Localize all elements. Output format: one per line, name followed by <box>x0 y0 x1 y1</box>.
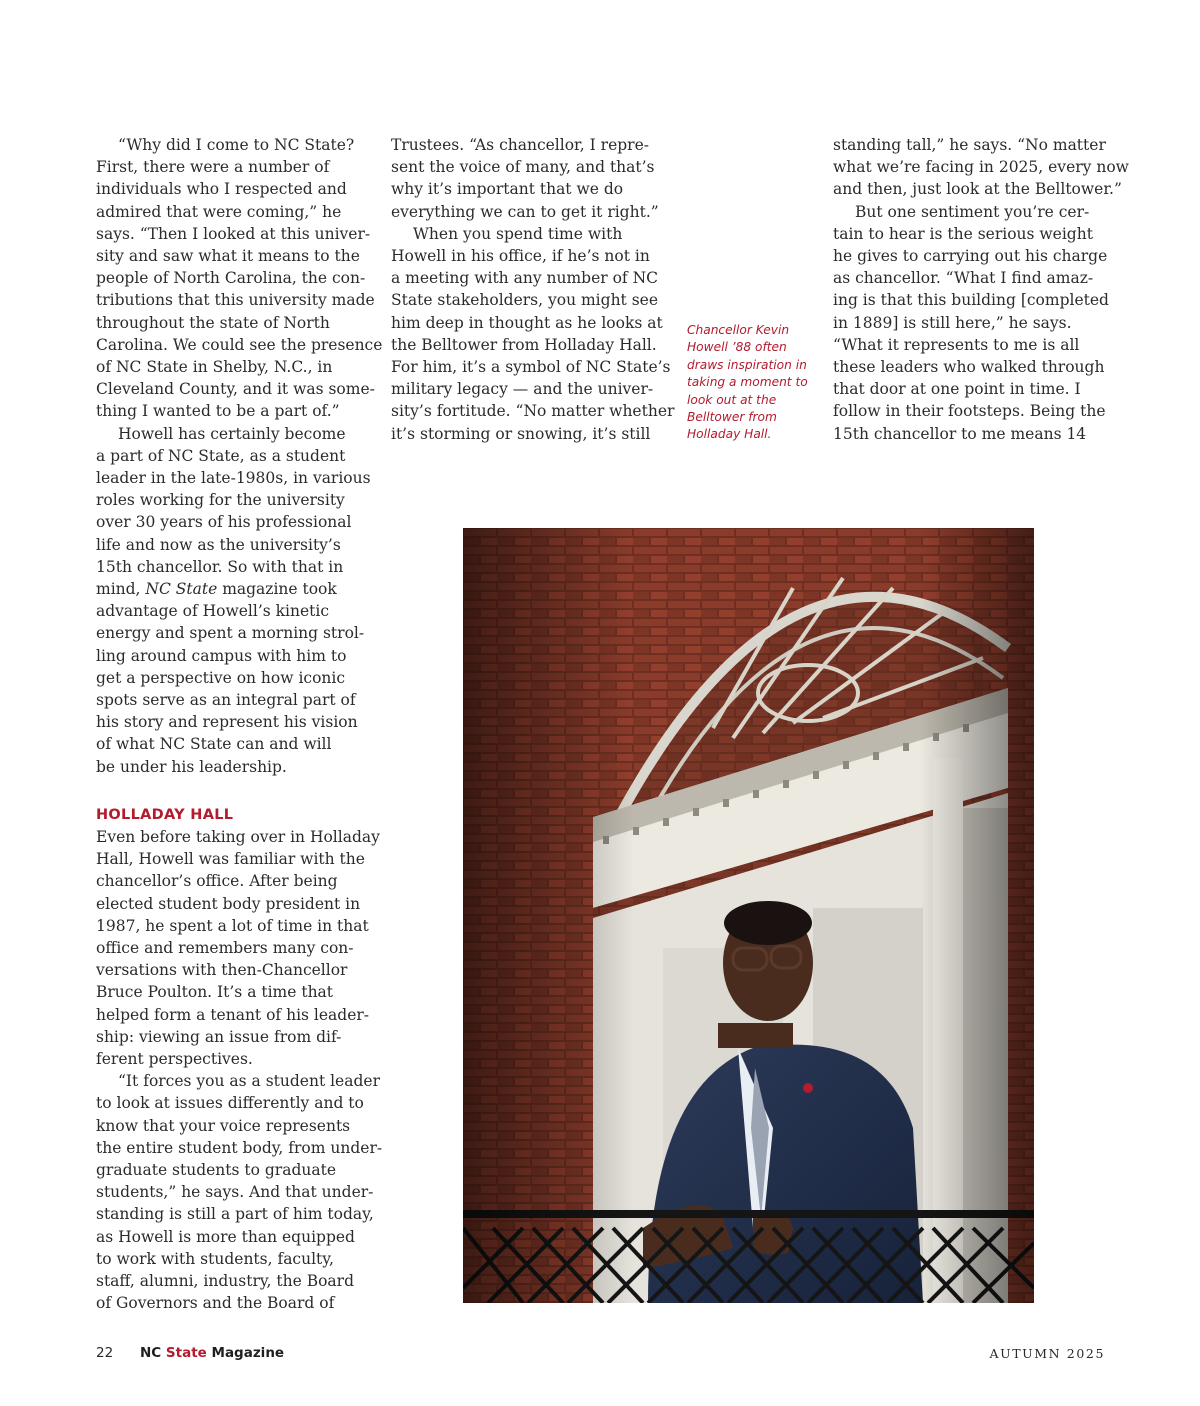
text-line: of NC State in Shelby, N.C., in <box>96 358 333 377</box>
text-line: know that your voice represents <box>96 1116 351 1135</box>
text-line: ship: viewing an issue from dif- <box>96 1027 342 1046</box>
text-line: sity and saw what it means to the <box>96 247 360 266</box>
text-line: why it’s important that we do <box>391 180 624 199</box>
text-line: the entire student body, from under- <box>96 1138 383 1157</box>
text-line: 15th chancellor to me means 14 <box>833 424 1087 443</box>
text-line: as Howell is more than equipped <box>96 1227 355 1246</box>
text-line: admired that were coming,” he <box>96 202 342 221</box>
article-column-3 <box>833 134 1129 445</box>
text-line: that door at one point in time. I <box>833 380 1081 399</box>
text-line: Trustees. “As chancellor, I repre- <box>391 136 649 154</box>
text-line: advantage of Howell’s kinetic <box>96 602 330 621</box>
text-line: students,” he says. And that under- <box>96 1183 374 1202</box>
text-line: Cleveland County, and it was some- <box>96 380 375 399</box>
text-line: ing is that this building [completed <box>833 291 1109 310</box>
text-line: sent the voice of many, and that’s <box>391 158 655 177</box>
text-line: staff, alumni, industry, the Board <box>96 1271 355 1290</box>
text-line: in 1889] is still here,” he says. <box>833 313 1072 332</box>
text-line: his story and represent his vision <box>96 713 358 732</box>
text-line: When you spend time with <box>413 224 623 243</box>
article-column-1 <box>96 134 383 1314</box>
text-line: Bruce Poulton. It’s a time that <box>96 983 334 1002</box>
text-line: energy and spent a morning strol- <box>96 624 365 643</box>
text-line: what we’re facing in 2025, every now <box>833 158 1129 177</box>
text-line: “What it represents to me is all <box>833 335 1080 354</box>
text-line: military legacy — and the univer- <box>391 380 654 399</box>
text-line: get a perspective on how iconic <box>96 668 346 687</box>
text-line: life and now as the university’s <box>96 535 341 554</box>
page-number: 22 <box>96 1345 114 1361</box>
text-line: spots serve as an integral part of <box>96 691 356 710</box>
magazine-name-part: Magazine <box>206 1345 285 1361</box>
text-line: the Belltower from Holladay Hall. <box>391 335 657 354</box>
section-heading-holladay-hall: HOLLADAY HALL <box>96 806 234 823</box>
text-line: ferent perspectives. <box>96 1049 253 1068</box>
text-line: State stakeholders, you might see <box>391 291 659 310</box>
magazine-name-accent: State <box>165 1345 207 1361</box>
text-line: of what NC State can and will <box>96 735 332 754</box>
text-line: 1987, he spent a lot of time in that <box>96 916 369 935</box>
text-line: 15th chancellor. So with that in <box>96 557 344 576</box>
text-line: “It forces you as a student leader <box>118 1072 380 1091</box>
column-2-text <box>391 134 675 445</box>
magazine-name-part: NC <box>140 1345 166 1361</box>
text-line: Even before taking over in Holladay <box>96 827 380 846</box>
text-line: as chancellor. “What I find amaz- <box>833 269 1094 288</box>
text-line: of Governors and the Board of <box>96 1294 335 1313</box>
text-line: throughout the state of North <box>96 313 330 332</box>
text-line: roles working for the university <box>96 491 345 510</box>
text-line: these leaders who walked through <box>833 358 1105 377</box>
magazine-name <box>140 1345 284 1361</box>
text-line: sity’s fortitude. “No matter whether <box>391 402 675 421</box>
text-line: everything we can to get it right.” <box>391 202 659 221</box>
text-line: a part of NC State, as a student <box>96 446 346 465</box>
text-line: follow in their footsteps. Being the <box>833 402 1106 421</box>
text-line: elected student body president in <box>96 894 361 913</box>
column-1-text-continued <box>96 826 383 1314</box>
text-line: mind, NC State magazine took <box>96 580 337 599</box>
text-line: individuals who I respected and <box>96 180 347 199</box>
text-line: For him, it’s a symbol of NC State’s <box>391 358 671 377</box>
column-3-text <box>833 134 1129 445</box>
text-line: says. “Then I looked at this univer- <box>96 224 371 243</box>
text-line: him deep in thought as he looks at <box>391 313 663 332</box>
text-line: to work with students, faculty, <box>96 1249 334 1268</box>
text-line: But one sentiment you’re cer- <box>855 202 1090 221</box>
magazine-title-italic: NC State <box>145 580 218 599</box>
issue-season: AUTUMN 2025 <box>989 1346 1105 1361</box>
text-line: helped form a tenant of his leader- <box>96 1005 370 1024</box>
chancellor-photo <box>463 528 1034 1303</box>
text-line: tributions that this university made <box>96 291 375 310</box>
text-line: and then, just look at the Belltower.” <box>833 180 1122 199</box>
text-line: Howell in his office, if he’s not in <box>391 247 650 266</box>
text-line: Carolina. We could see the presence <box>96 335 383 354</box>
text-line: Hall, Howell was familiar with the <box>96 850 365 869</box>
text-line: office and remembers many con- <box>96 938 354 957</box>
text-line: standing is still a part of him today, <box>96 1205 374 1224</box>
text-line: chancellor’s office. After being <box>96 872 338 891</box>
text-line: thing I wanted to be a part of.” <box>96 402 340 421</box>
text-line: “Why did I come to NC State? <box>118 136 355 154</box>
text-line: First, there were a number of <box>96 158 330 177</box>
text-line: to look at issues differently and to <box>96 1094 364 1113</box>
text-line: he gives to carrying out his charge <box>833 247 1108 266</box>
text-line: it’s storming or snowing, it’s still <box>391 424 651 443</box>
text-line: be under his leadership. <box>96 757 287 776</box>
text-line: standing tall,” he says. “No matter <box>833 136 1106 154</box>
text-line: ling around campus with him to <box>96 646 347 665</box>
text-line: tain to hear is the serious weight <box>833 224 1093 243</box>
text-line: people of North Carolina, the con- <box>96 269 366 288</box>
text-line: over 30 years of his professional <box>96 513 352 532</box>
text-line: leader in the late-1980s, in various <box>96 469 371 488</box>
text-line: graduate students to graduate <box>96 1160 337 1179</box>
column-1-text <box>96 134 383 778</box>
photo-caption: Chancellor Kevin Howell ’88 often draws inspiration in taking a moment to look out at the Belltower from Holladay Hall. <box>687 323 808 442</box>
article-column-2 <box>391 134 675 445</box>
text-line: versations with then-Chancellor <box>96 961 348 980</box>
text-line: Howell has certainly become <box>118 424 346 443</box>
text-line: a meeting with any number of NC <box>391 269 659 288</box>
